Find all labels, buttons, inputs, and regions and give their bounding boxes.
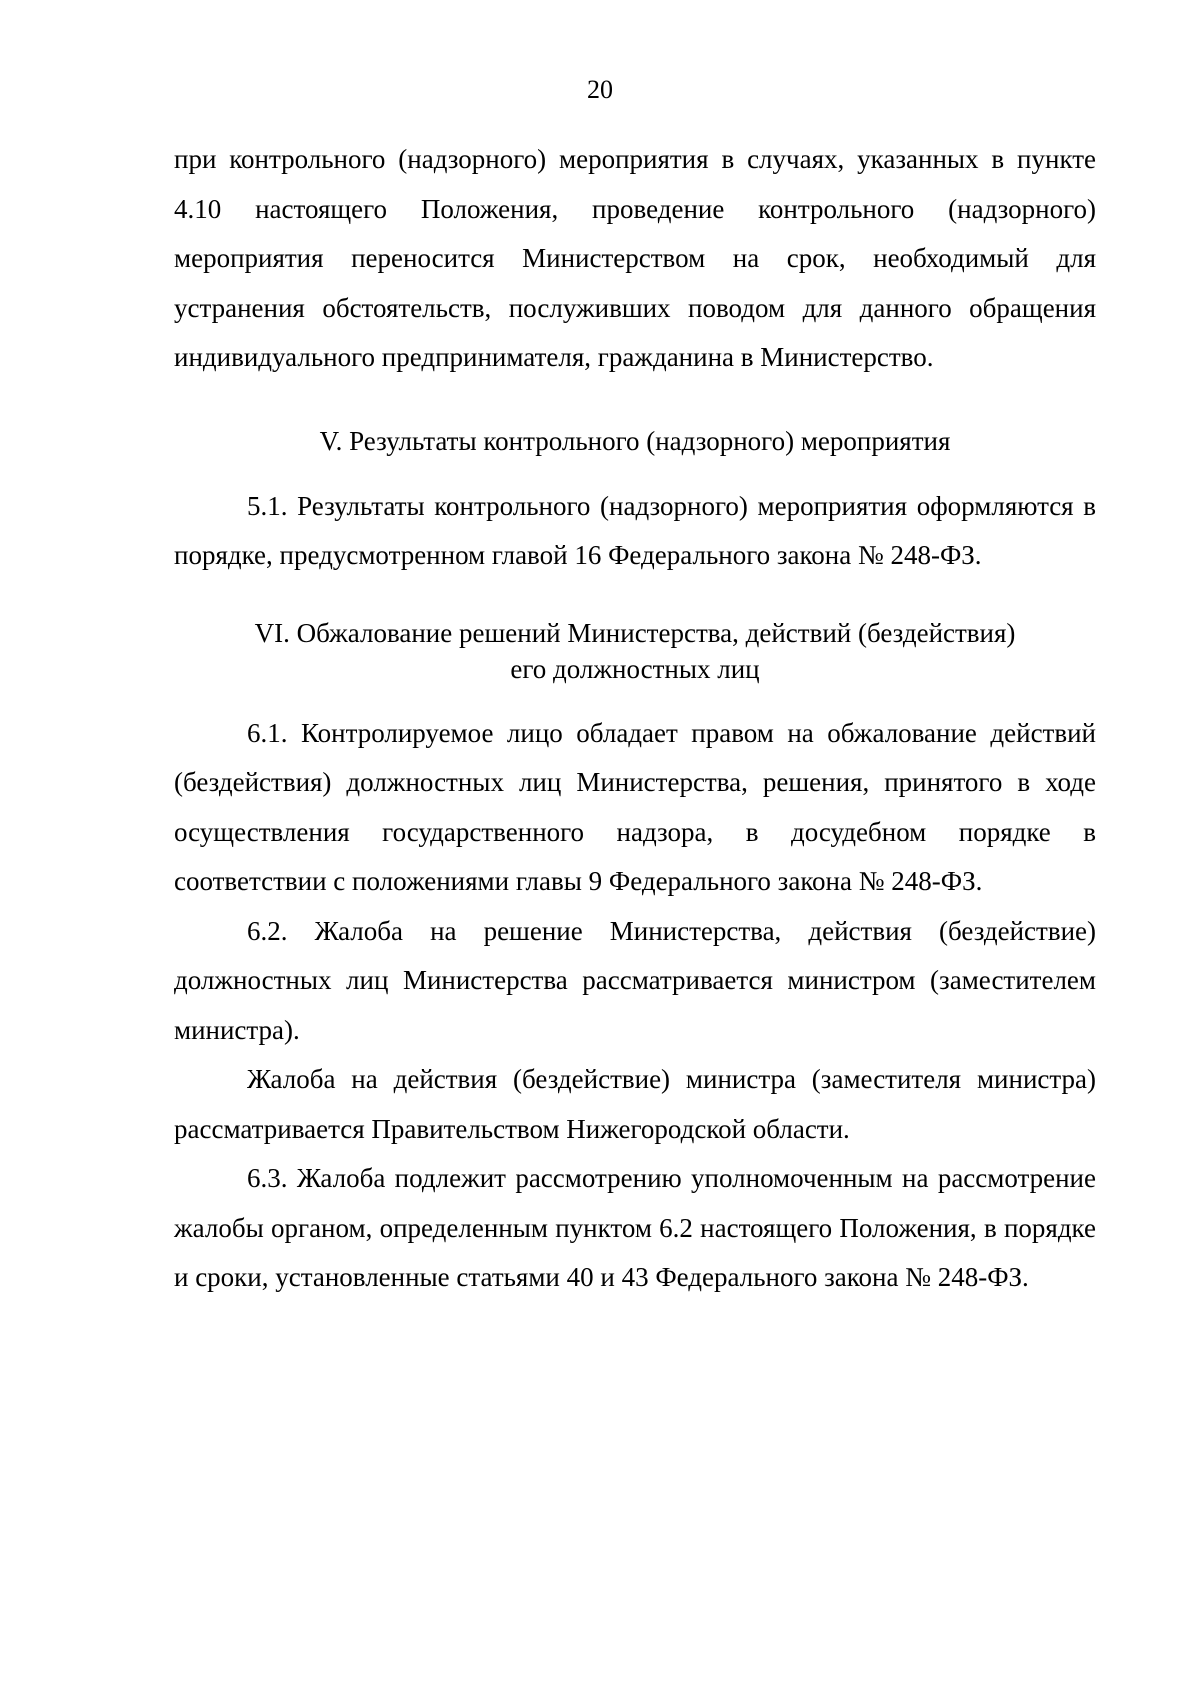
paragraph-5-1: 5.1. Результаты контрольного (надзорного) мероприятия оформляются в порядке, предусмотренном главой 16 Федерального закона № 248-ФЗ.: [174, 490, 1096, 570]
paragraph-6-3: 6.3. Жалоба подлежит рассмотрению уполномоченным на рассмотрение жалобы органом, определенным пунктом 6.2 настоящего Положения, в порядке и сроки, установленные статьями 40 и 43 Федерального закона № 248-ФЗ.: [174, 1163, 1096, 1292]
paragraph-intro: при контрольного (надзорного) мероприятия в случаях, указанных в пункте 4.10 настоящего Положения, проведение контрольного (надзорного) мероприятия переносится Министерством на срок, необходимый для устранения обстоятельств, послуживших поводом для данного обращения индивидуального предпринимателя, гражданина в Министерство.: [174, 144, 1096, 372]
paragraph-6-2: 6.2. Жалоба на решение Министерства, действия (бездействие) должностных лиц Министерства рассматривается министром (заместителем министра).: [174, 915, 1096, 1045]
section-vi-heading: [174, 615, 1096, 687]
page-number: 20: [587, 75, 613, 104]
paragraph-6-2-complaint-minister: Жалоба на действия (бездействие) министра (заместителя министра) рассматривается Правительством Нижегородской области.: [174, 1064, 1096, 1144]
section-v-heading: V. Результаты контрольного (надзорного) мероприятия: [319, 425, 951, 456]
section-vi-heading-line-2: его должностных лиц: [510, 653, 760, 684]
document-body: [174, 135, 1096, 1303]
section-vi-heading-line-1: VI. Обжалование решений Министерства, действий (бездействия): [254, 617, 1016, 648]
paragraph-6-1: 6.1. Контролируемое лицо обладает правом на обжалование действий (бездействия) должностных лиц Министерства, решения, принятого в ходе осуществления государственного надзора, в досудебном порядке в соответствии с положениями главы 9 Федерального закона № 248-ФЗ.: [174, 717, 1096, 896]
